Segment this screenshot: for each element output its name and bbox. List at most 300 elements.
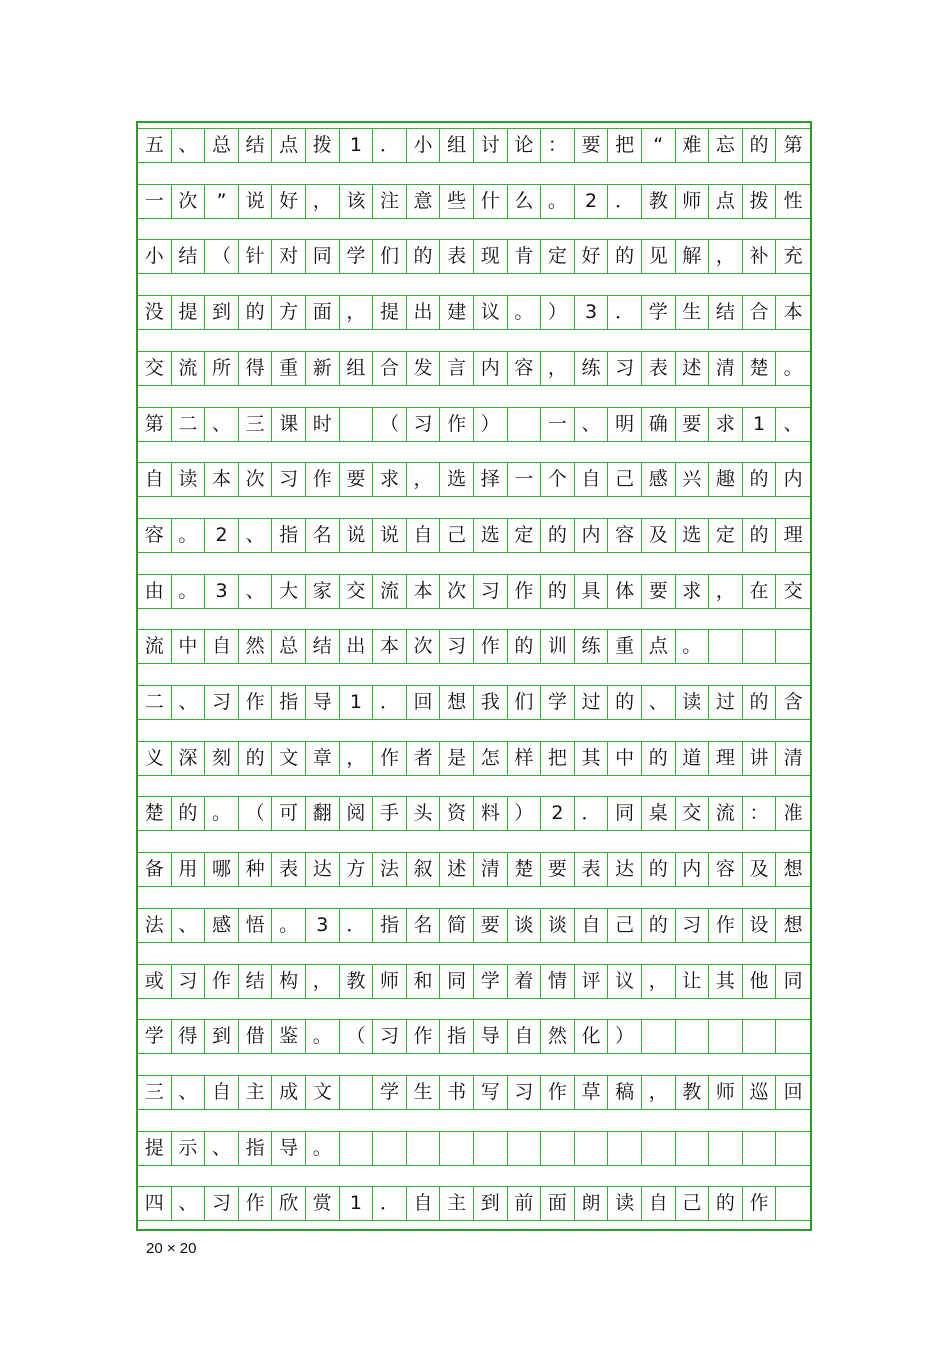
grid-cell: 内 (575, 519, 609, 552)
grid-cell: 补 (743, 240, 777, 273)
grid-cell: 明 (608, 408, 642, 441)
grid-cell: 。 (172, 519, 206, 552)
grid-cell: 个 (541, 463, 575, 496)
grid-cell: 读 (676, 686, 710, 719)
grid-cell: 交 (783, 579, 803, 602)
grid-cell: 内 (783, 468, 803, 491)
grid-cell: 生 (676, 296, 710, 329)
grid-cell: 巡 (743, 1076, 777, 1109)
grid-cell: 1 (340, 1187, 374, 1220)
grid-cell: 作 (541, 1076, 575, 1109)
grid-row (138, 908, 810, 943)
grid-cell: 表 (575, 853, 609, 886)
grid-cell: 、 (205, 1132, 239, 1165)
grid-cell (373, 1132, 407, 1165)
grid-cell: 教 (676, 1076, 710, 1109)
grid-cell: 、 (575, 408, 609, 441)
grid-cell: 道 (676, 742, 710, 775)
grid-cell: 己 (608, 909, 642, 942)
grid-cell: 。 (205, 797, 239, 830)
grid-cell: 重 (272, 352, 306, 385)
grid-cell: 五 (138, 129, 172, 162)
grid-cell: 具 (575, 575, 609, 608)
grid-cell: 备 (138, 853, 172, 886)
grid-cell: ． (340, 909, 374, 942)
grid-cell: 感 (642, 463, 676, 496)
grid-cell: 师 (373, 965, 407, 998)
grid-cell: 中 (172, 630, 206, 663)
grid-cell: 流 (138, 630, 172, 663)
grid-cell: 含 (783, 691, 803, 713)
grid-cell: 时 (306, 408, 340, 441)
grid-cell: 导 (306, 686, 340, 719)
grid-cell: 选 (676, 519, 710, 552)
grid-cell (340, 408, 374, 441)
grid-cell (676, 1020, 710, 1053)
grid-cell: 学 (474, 965, 508, 998)
grid-cell: 好 (575, 240, 609, 273)
grid-cell: 自 (508, 1020, 542, 1053)
grid-cell: 的 (642, 909, 676, 942)
grid-cell: 要 (340, 463, 374, 496)
grid-cell: 次 (407, 630, 441, 663)
grid-cell: 训 (541, 630, 575, 663)
grid-cell (776, 1020, 810, 1053)
grid-cell: 指 (239, 1132, 273, 1165)
grid-cell: 是 (440, 742, 474, 775)
grid-cell: 拨 (306, 129, 340, 162)
grid-row (138, 1186, 810, 1221)
grid-cell: 评 (575, 965, 609, 998)
grid-cell: 他 (743, 965, 777, 998)
grid-cell: ， (541, 352, 575, 385)
grid-cell: 趣 (709, 463, 743, 496)
grid-cell: 讨 (474, 129, 508, 162)
grid-cell: 谈 (541, 909, 575, 942)
grid-cell: 主 (440, 1187, 474, 1220)
grid-cell: 肯 (508, 240, 542, 273)
grid-cell: 拨 (743, 185, 777, 218)
grid-cell: 容 (138, 519, 172, 552)
grid-size-label: 20 × 20 (146, 1240, 197, 1257)
grid-cell: 的 (541, 519, 575, 552)
grid-cell (407, 1132, 441, 1165)
grid-cell: 习 (474, 575, 508, 608)
grid-cell: 理 (709, 742, 743, 775)
grid-row (138, 574, 810, 609)
grid-cell: 、 (172, 909, 206, 942)
grid-cell: 现 (474, 240, 508, 273)
grid-cell: 。 (272, 909, 306, 942)
grid-cell: 作 (474, 630, 508, 663)
grid-cell (440, 1132, 474, 1165)
grid-cell (508, 1132, 542, 1165)
grid-cell: 说 (340, 519, 374, 552)
grid-cell: 第 (783, 134, 803, 156)
grid-cell: 达 (608, 853, 642, 886)
grid-cell: 一 (508, 463, 542, 496)
grid-cell (575, 1132, 609, 1165)
grid-cell: 一 (138, 185, 172, 218)
grid-cell: 料 (474, 797, 508, 830)
grid-cell: 难 (676, 129, 710, 162)
grid-cell: 讲 (743, 742, 777, 775)
grid-cell: 过 (575, 686, 609, 719)
grid-cell: （ (205, 240, 239, 273)
grid-cell: ， (642, 965, 676, 998)
grid-cell: 求 (709, 408, 743, 441)
grid-cell (676, 1132, 710, 1165)
grid-cell: 到 (474, 1187, 508, 1220)
grid-cell: 针 (239, 240, 273, 273)
grid-cell: 法 (373, 853, 407, 886)
grid-cell: 想 (783, 913, 803, 936)
grid-cell: 点 (272, 129, 306, 162)
grid-cell: 体 (608, 575, 642, 608)
grid-cell: 练 (575, 352, 609, 385)
grid-cell: 论 (508, 129, 542, 162)
manuscript-grid (136, 121, 812, 1231)
grid-cell: 作 (508, 575, 542, 608)
grid-cell: 名 (306, 519, 340, 552)
grid-cell: 同 (306, 240, 340, 273)
grid-row (138, 462, 810, 497)
grid-cell: 清 (709, 352, 743, 385)
grid-cell: 指 (272, 519, 306, 552)
grid-cell: 文 (306, 1076, 340, 1109)
grid-cell (776, 630, 810, 663)
grid-cell: 可 (272, 797, 306, 830)
grid-cell: 所 (205, 352, 239, 385)
grid-cell: 自 (575, 909, 609, 942)
grid-cell: 课 (272, 408, 306, 441)
grid-cell: 一 (541, 408, 575, 441)
grid-cell: 确 (642, 408, 676, 441)
grid-cell: 楚 (508, 853, 542, 886)
grid-cell: 赏 (306, 1187, 340, 1220)
grid-cell: 读 (172, 463, 206, 496)
grid-cell: 导 (272, 1132, 306, 1165)
grid-cell: 资 (440, 797, 474, 830)
grid-cell: 回 (783, 1080, 803, 1103)
grid-cell: 点 (709, 185, 743, 218)
grid-cell: 四 (138, 1187, 172, 1220)
grid-cell: 见 (642, 240, 676, 273)
grid-cell: 同 (783, 969, 803, 992)
grid-cell: 结 (306, 630, 340, 663)
grid-cell (340, 1132, 374, 1165)
grid-cell: 的 (172, 797, 206, 830)
grid-cell: 学 (373, 1076, 407, 1109)
grid-cell: 新 (306, 352, 340, 385)
grid-cell: 楚 (743, 352, 777, 385)
grid-cell: ， (340, 742, 374, 775)
grid-row (138, 407, 810, 442)
grid-cell: 习 (508, 1076, 542, 1109)
grid-cell: 习 (205, 686, 239, 719)
grid-cell: 合 (373, 352, 407, 385)
grid-cell: 议 (474, 296, 508, 329)
grid-cell: 次 (440, 575, 474, 608)
grid-cell: （ (373, 408, 407, 441)
grid-cell: 样 (508, 742, 542, 775)
grid-cell: 要 (642, 575, 676, 608)
grid-cell: 忘 (709, 129, 743, 162)
grid-cell: 然 (541, 1020, 575, 1053)
grid-cell: ． (608, 296, 642, 329)
grid-cell: 容 (508, 352, 542, 385)
grid-cell: 的 (642, 853, 676, 886)
grid-cell: 。 (172, 575, 206, 608)
grid-cell (743, 630, 777, 663)
grid-cell: 表 (272, 853, 306, 886)
grid-cell: 者 (407, 742, 441, 775)
grid-cell: 面 (306, 296, 340, 329)
grid-cell: 习 (373, 1020, 407, 1053)
grid-cell: 要 (676, 408, 710, 441)
grid-cell: 学 (642, 296, 676, 329)
grid-cell: 深 (172, 742, 206, 775)
grid-cell: 述 (440, 853, 474, 886)
grid-cell: 小 (407, 129, 441, 162)
grid-cell: 的 (743, 463, 777, 496)
grid-cell: 的 (541, 575, 575, 608)
grid-cell: 方 (340, 853, 374, 886)
grid-cell: 把 (608, 129, 642, 162)
grid-cell: 点 (642, 630, 676, 663)
grid-cell: 简 (440, 909, 474, 942)
grid-cell: 作 (205, 965, 239, 998)
grid-cell: 着 (508, 965, 542, 998)
grid-cell: 和 (407, 965, 441, 998)
grid-cell: 结 (239, 965, 273, 998)
grid-cell: 么 (508, 185, 542, 218)
grid-cell: 容 (709, 853, 743, 886)
grid-cell: 在 (743, 575, 777, 608)
grid-cell: 发 (407, 352, 441, 385)
grid-cell: 到 (205, 1020, 239, 1053)
grid-cell: 指 (373, 909, 407, 942)
grid-cell: 想 (783, 858, 803, 881)
grid-cell: 性 (783, 189, 803, 212)
grid-cell: 的 (709, 1187, 743, 1220)
grid-cell: 择 (474, 463, 508, 496)
grid-cell: ． (373, 129, 407, 162)
grid-cell: 理 (783, 523, 803, 546)
grid-cell: 教 (642, 185, 676, 218)
grid-cell: 的 (743, 519, 777, 552)
grid-cell: 其 (709, 965, 743, 998)
grid-cell: 到 (205, 296, 239, 329)
grid-cell: 把 (541, 742, 575, 775)
grid-cell: 选 (474, 519, 508, 552)
grid-cell: ） (508, 797, 542, 830)
grid-cell: 用 (172, 853, 206, 886)
grid-row (138, 239, 810, 274)
grid-cell: 生 (407, 1076, 441, 1109)
grid-cell: 或 (138, 965, 172, 998)
grid-cell: ， (340, 296, 374, 329)
grid-cell: 的 (508, 630, 542, 663)
grid-cell: 们 (508, 686, 542, 719)
grid-cell: 习 (172, 965, 206, 998)
grid-cell: 求 (373, 463, 407, 496)
grid-cell: 习 (407, 408, 441, 441)
grid-cell: 教 (340, 965, 374, 998)
grid-cell: 习 (205, 1187, 239, 1220)
grid-cell: 怎 (474, 742, 508, 775)
grid-cell: 己 (608, 463, 642, 496)
grid-row (138, 964, 810, 999)
grid-cell: 作 (239, 686, 273, 719)
grid-cell (608, 1132, 642, 1165)
grid-cell: 手 (373, 797, 407, 830)
grid-cell: 方 (272, 296, 306, 329)
grid-cell: 自 (575, 463, 609, 496)
grid-cell: 自 (407, 519, 441, 552)
grid-cell: ） (541, 296, 575, 329)
grid-cell: 说 (373, 519, 407, 552)
grid-cell: （ (340, 1020, 374, 1053)
grid-cell: ． (608, 185, 642, 218)
grid-cell: 学 (541, 686, 575, 719)
grid-cell: ． (373, 1187, 407, 1220)
grid-cell: 自 (138, 463, 172, 496)
grid-cell: 注 (373, 185, 407, 218)
grid-cell: 练 (575, 630, 609, 663)
grid-cell: 作 (407, 1020, 441, 1053)
grid-cell: 。 (306, 1132, 340, 1165)
grid-cell: 哪 (205, 853, 239, 886)
grid-cell: “ (642, 129, 676, 162)
grid-cell: 解 (676, 240, 710, 273)
grid-cell: 建 (440, 296, 474, 329)
grid-cell: 习 (272, 463, 306, 496)
grid-cell: 3 (205, 575, 239, 608)
grid-cell: 、 (239, 519, 273, 552)
grid-cell: 兴 (676, 463, 710, 496)
grid-cell: 设 (743, 909, 777, 942)
grid-cell: 习 (440, 630, 474, 663)
grid-cell: 回 (407, 686, 441, 719)
grid-cell: 清 (783, 746, 803, 769)
grid-cell: 的 (239, 296, 273, 329)
grid-cell: 想 (440, 686, 474, 719)
grid-cell: 悟 (239, 909, 273, 942)
grid-cell: 3 (575, 296, 609, 329)
grid-cell: 鉴 (272, 1020, 306, 1053)
grid-cell: ， (306, 965, 340, 998)
grid-cell: 师 (709, 1076, 743, 1109)
grid-cell: 们 (373, 240, 407, 273)
grid-cell: 流 (709, 797, 743, 830)
grid-cell: 次 (239, 463, 273, 496)
grid-cell: ： (743, 797, 777, 830)
grid-cell: 求 (676, 575, 710, 608)
grid-cell (642, 1020, 676, 1053)
grid-cell: 第 (138, 408, 172, 441)
grid-cell: 作 (743, 1187, 777, 1220)
grid-cell: 朗 (575, 1187, 609, 1220)
grid-cell: 定 (541, 240, 575, 273)
grid-cell (508, 408, 542, 441)
grid-cell: 交 (138, 352, 172, 385)
grid-cell: 准 (783, 802, 803, 825)
grid-cell: 其 (575, 742, 609, 775)
grid-cell: 习 (676, 909, 710, 942)
grid-cell: 指 (272, 686, 306, 719)
grid-cell: 欣 (272, 1187, 306, 1220)
grid-cell: 法 (138, 909, 172, 942)
grid-cell: 三 (138, 1076, 172, 1109)
grid-cell: 本 (373, 630, 407, 663)
grid-cell (743, 1132, 777, 1165)
grid-row (138, 128, 810, 163)
grid-cell: 流 (373, 575, 407, 608)
grid-cell: 写 (474, 1076, 508, 1109)
grid-cell: 感 (205, 909, 239, 942)
grid-cell: 家 (306, 575, 340, 608)
grid-cell: 作 (440, 408, 474, 441)
grid-cell: 种 (239, 853, 273, 886)
grid-cell (541, 1132, 575, 1165)
grid-cell: 由 (138, 575, 172, 608)
grid-cell: 流 (172, 352, 206, 385)
grid-cell: 主 (239, 1076, 273, 1109)
grid-cell: 示 (172, 1132, 206, 1165)
grid-row (138, 295, 810, 330)
grid-cell: 叙 (407, 853, 441, 886)
grid-cell (709, 1020, 743, 1053)
grid-cell: 总 (205, 129, 239, 162)
grid-cell: 对 (272, 240, 306, 273)
grid-row (138, 685, 810, 720)
grid-cell: 达 (306, 853, 340, 886)
grid-cell: 化 (575, 1020, 609, 1053)
grid-cell (709, 1132, 743, 1165)
grid-cell: 、 (783, 412, 803, 435)
grid-cell: 章 (306, 742, 340, 775)
grid-cell: 翻 (306, 797, 340, 830)
grid-cell: 得 (172, 1020, 206, 1053)
grid-cell: 作 (373, 742, 407, 775)
grid-cell: 名 (407, 909, 441, 942)
grid-cell: 。 (508, 296, 542, 329)
grid-cell: 表 (642, 352, 676, 385)
grid-row (138, 629, 810, 664)
grid-cell: 容 (608, 519, 642, 552)
grid-cell: 二 (138, 686, 172, 719)
grid-cell: 充 (783, 245, 803, 268)
grid-row (138, 796, 810, 831)
grid-cell: 结 (172, 240, 206, 273)
grid-cell: 1 (340, 686, 374, 719)
grid-cell: 合 (743, 296, 777, 329)
grid-cell: 头 (407, 797, 441, 830)
grid-cell: 面 (541, 1187, 575, 1220)
grid-cell: 好 (272, 185, 306, 218)
grid-cell (709, 630, 743, 663)
grid-cell (743, 1020, 777, 1053)
grid-cell (474, 1132, 508, 1165)
grid-cell: 作 (709, 909, 743, 942)
grid-cell: 组 (440, 129, 474, 162)
grid-cell: 三 (239, 408, 273, 441)
grid-cell: 要 (575, 129, 609, 162)
grid-row (138, 184, 810, 219)
grid-cell: 的 (608, 686, 642, 719)
grid-cell: 什 (474, 185, 508, 218)
